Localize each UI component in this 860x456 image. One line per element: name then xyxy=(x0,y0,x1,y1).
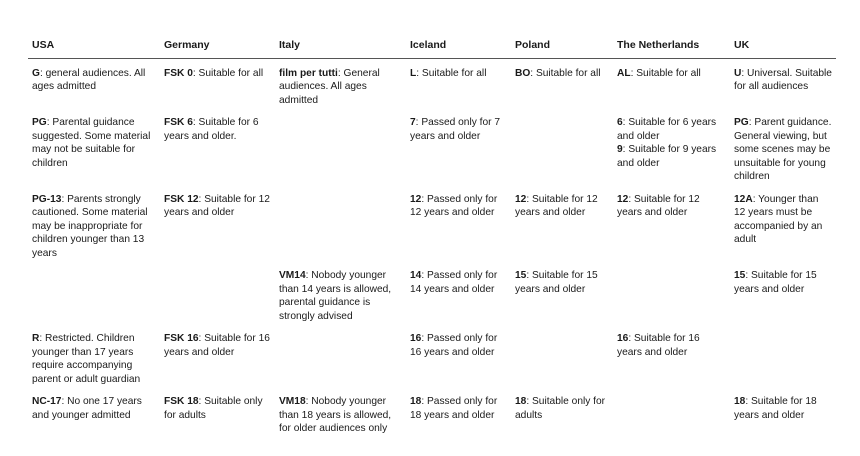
rating-code: PG xyxy=(32,117,47,128)
rating-description: : Suitable for 15 years and older xyxy=(734,270,817,295)
rating-code: 16 xyxy=(617,333,629,344)
rating-code: VM18 xyxy=(279,396,306,407)
rating-entry xyxy=(279,269,402,323)
table-body xyxy=(28,58,836,440)
rating-description: : Suitable for 9 years and older xyxy=(617,144,717,169)
rating-cell-usa xyxy=(28,390,160,440)
rating-cell-italy xyxy=(275,111,406,188)
rating-cell-germany xyxy=(160,390,275,440)
rating-code: 6 xyxy=(617,117,623,128)
rating-cell-italy xyxy=(275,188,406,265)
rating-code: NC-17 xyxy=(32,396,62,407)
column-header-germany: Germany xyxy=(160,36,275,58)
rating-entry xyxy=(515,67,609,81)
rating-description: : Passed only for 14 years and older xyxy=(410,270,498,295)
rating-description: : Suitable for 15 years and older xyxy=(515,270,598,295)
rating-cell-uk xyxy=(730,58,836,111)
rating-code: 15 xyxy=(734,270,746,281)
rating-entry xyxy=(32,332,156,386)
rating-cell-netherlands xyxy=(613,188,730,265)
rating-description: : Suitable only for adults xyxy=(164,396,263,421)
rating-code: 18 xyxy=(410,396,422,407)
rating-entry xyxy=(32,116,156,170)
rating-code: 12A xyxy=(734,193,753,205)
rating-cell-poland xyxy=(511,58,613,111)
rating-description: : Parental guidance suggested. Some material may not be suitable for children xyxy=(32,117,151,169)
rating-description: : Nobody younger than 14 years is allowed, parental guidance is strongly advised xyxy=(279,270,392,322)
rating-code: G xyxy=(32,67,40,79)
rating-cell-uk xyxy=(730,111,836,188)
rating-code: film per tutti xyxy=(279,67,338,79)
rating-cell-germany xyxy=(160,111,275,188)
rating-description: : Parents strongly cautioned. Some material may be inappropriate for children younger than 13 years xyxy=(32,193,148,259)
rating-description: : Nobody younger than 18 years is allowed, for older audiences only xyxy=(279,396,392,434)
rating-description: : Suitable for 16 years and older xyxy=(617,333,700,358)
rating-entry xyxy=(164,116,271,143)
rating-cell-usa xyxy=(28,327,160,390)
column-header-poland: Poland xyxy=(511,36,613,58)
rating-entry xyxy=(410,395,507,422)
rating-description: : Suitable for all xyxy=(630,67,701,79)
rating-description: : Suitable for 6 years and older. xyxy=(164,117,259,142)
rating-cell-usa xyxy=(28,58,160,111)
rating-code: L xyxy=(410,67,417,79)
rating-cell-netherlands xyxy=(613,111,730,188)
rating-entry xyxy=(410,116,507,143)
rating-cell-italy xyxy=(275,264,406,327)
rating-entry xyxy=(515,269,609,296)
rating-cell-iceland xyxy=(406,58,511,111)
rating-entry xyxy=(734,116,832,184)
rating-code: 18 xyxy=(515,396,527,407)
rating-description: : Suitable for all xyxy=(530,67,601,79)
rating-cell-uk xyxy=(730,327,836,390)
rating-entry xyxy=(617,193,726,220)
rating-cell-poland xyxy=(511,111,613,188)
rating-description: : Passed only for 16 years and older xyxy=(410,333,498,358)
rating-cell-poland xyxy=(511,390,613,440)
rating-entry xyxy=(617,332,726,359)
rating-description: : Suitable for 18 years and older xyxy=(734,396,817,421)
rating-code: 14 xyxy=(410,270,422,281)
rating-cell-iceland xyxy=(406,188,511,265)
rating-code: FSK 16 xyxy=(164,333,199,344)
rating-cell-poland xyxy=(511,264,613,327)
rating-code: 7 xyxy=(410,117,416,128)
table-row xyxy=(28,111,836,188)
rating-code: FSK 0 xyxy=(164,67,193,79)
rating-code: 16 xyxy=(410,333,422,344)
rating-code: VM14 xyxy=(279,270,306,281)
rating-code: U xyxy=(734,67,742,79)
table-row xyxy=(28,390,836,440)
rating-entry xyxy=(164,395,271,422)
rating-description: : Passed only for 7 years and older xyxy=(410,117,501,142)
rating-cell-germany xyxy=(160,264,275,327)
rating-cell-iceland xyxy=(406,327,511,390)
rating-cell-uk xyxy=(730,188,836,265)
header-row xyxy=(28,36,836,58)
rating-entry xyxy=(32,67,156,94)
table-row xyxy=(28,264,836,327)
rating-code: FSK 6 xyxy=(164,117,193,128)
rating-description: : Passed only for 18 years and older xyxy=(410,396,498,421)
rating-entry xyxy=(515,193,609,220)
rating-cell-poland xyxy=(511,327,613,390)
rating-description: : General audiences. All ages admitted xyxy=(279,67,380,106)
rating-description: : Suitable only for adults xyxy=(515,396,606,421)
rating-code: R xyxy=(32,333,40,344)
rating-cell-netherlands xyxy=(613,390,730,440)
ratings-table xyxy=(28,36,836,440)
rating-cell-italy xyxy=(275,58,406,111)
rating-code: FSK 18 xyxy=(164,396,199,407)
rating-description: : general audiences. All ages admitted xyxy=(32,67,146,92)
column-header-uk: UK xyxy=(730,36,836,58)
rating-entry xyxy=(734,193,832,247)
rating-description: : Suitable for all xyxy=(416,67,487,79)
rating-cell-iceland xyxy=(406,111,511,188)
rating-description: : No one 17 years and younger admitted xyxy=(32,396,142,421)
rating-cell-netherlands xyxy=(613,327,730,390)
column-header-usa: USA xyxy=(28,36,160,58)
column-header-iceland: Iceland xyxy=(406,36,511,58)
rating-entry xyxy=(617,67,726,81)
table-row xyxy=(28,58,836,111)
rating-cell-germany xyxy=(160,58,275,111)
rating-cell-poland xyxy=(511,188,613,265)
rating-entry xyxy=(410,332,507,359)
rating-entry xyxy=(410,269,507,296)
rating-description: : Suitable for 12 years and older xyxy=(515,193,598,218)
rating-description: : Suitable for 16 years and older xyxy=(164,333,270,358)
rating-cell-uk xyxy=(730,264,836,327)
rating-description: : Suitable for 12 years and older xyxy=(164,193,270,218)
rating-entry xyxy=(279,67,402,108)
rating-cell-netherlands xyxy=(613,58,730,111)
rating-description: : Restricted. Children younger than 17 years require accompanying parent or adult guardian xyxy=(32,333,141,385)
table-row xyxy=(28,188,836,265)
column-header-italy: Italy xyxy=(275,36,406,58)
rating-entry xyxy=(617,116,726,143)
rating-description: : Suitable for 6 years and older xyxy=(617,117,717,142)
rating-cell-italy xyxy=(275,327,406,390)
rating-cell-germany xyxy=(160,327,275,390)
rating-entry xyxy=(515,395,609,422)
rating-entry xyxy=(734,269,832,296)
rating-entry xyxy=(164,67,271,81)
rating-entry xyxy=(164,332,271,359)
rating-cell-usa xyxy=(28,264,160,327)
rating-description: : Younger than 12 years must be accompanied by an adult xyxy=(734,193,823,245)
rating-entry xyxy=(410,193,507,220)
rating-code: FSK 12 xyxy=(164,193,199,205)
rating-description: : Suitable for 12 years and older xyxy=(617,193,700,218)
rating-entry xyxy=(410,67,507,81)
rating-code: 15 xyxy=(515,270,527,281)
rating-code: 12 xyxy=(410,193,422,205)
rating-code: PG xyxy=(734,117,749,128)
rating-code: 12 xyxy=(515,193,527,205)
rating-cell-usa xyxy=(28,188,160,265)
rating-code: 9 xyxy=(617,144,623,155)
rating-code: BO xyxy=(515,67,531,79)
rating-cell-germany xyxy=(160,188,275,265)
rating-cell-netherlands xyxy=(613,264,730,327)
rating-entry xyxy=(734,395,832,422)
rating-cell-italy xyxy=(275,390,406,440)
rating-entry xyxy=(164,193,271,220)
rating-entry xyxy=(32,395,156,422)
rating-description: : Passed only for 12 years and older xyxy=(410,193,498,218)
table-row xyxy=(28,327,836,390)
rating-cell-iceland xyxy=(406,390,511,440)
column-header-netherlands: The Netherlands xyxy=(613,36,730,58)
rating-cell-uk xyxy=(730,390,836,440)
rating-description: : Universal. Suitable for all audiences xyxy=(734,67,832,92)
rating-entry xyxy=(32,193,156,261)
rating-code: PG-13 xyxy=(32,193,62,205)
rating-code: 12 xyxy=(617,193,629,205)
rating-entry xyxy=(617,143,726,170)
rating-code: AL xyxy=(617,67,631,79)
rating-entry xyxy=(279,395,402,436)
rating-code: 18 xyxy=(734,396,746,407)
rating-description: : Suitable for all xyxy=(192,67,264,79)
rating-entry xyxy=(734,67,832,94)
rating-cell-usa xyxy=(28,111,160,188)
rating-description: : Parent guidance. General viewing, but some scenes may be unsuitable for young children xyxy=(734,117,832,182)
rating-cell-iceland xyxy=(406,264,511,327)
